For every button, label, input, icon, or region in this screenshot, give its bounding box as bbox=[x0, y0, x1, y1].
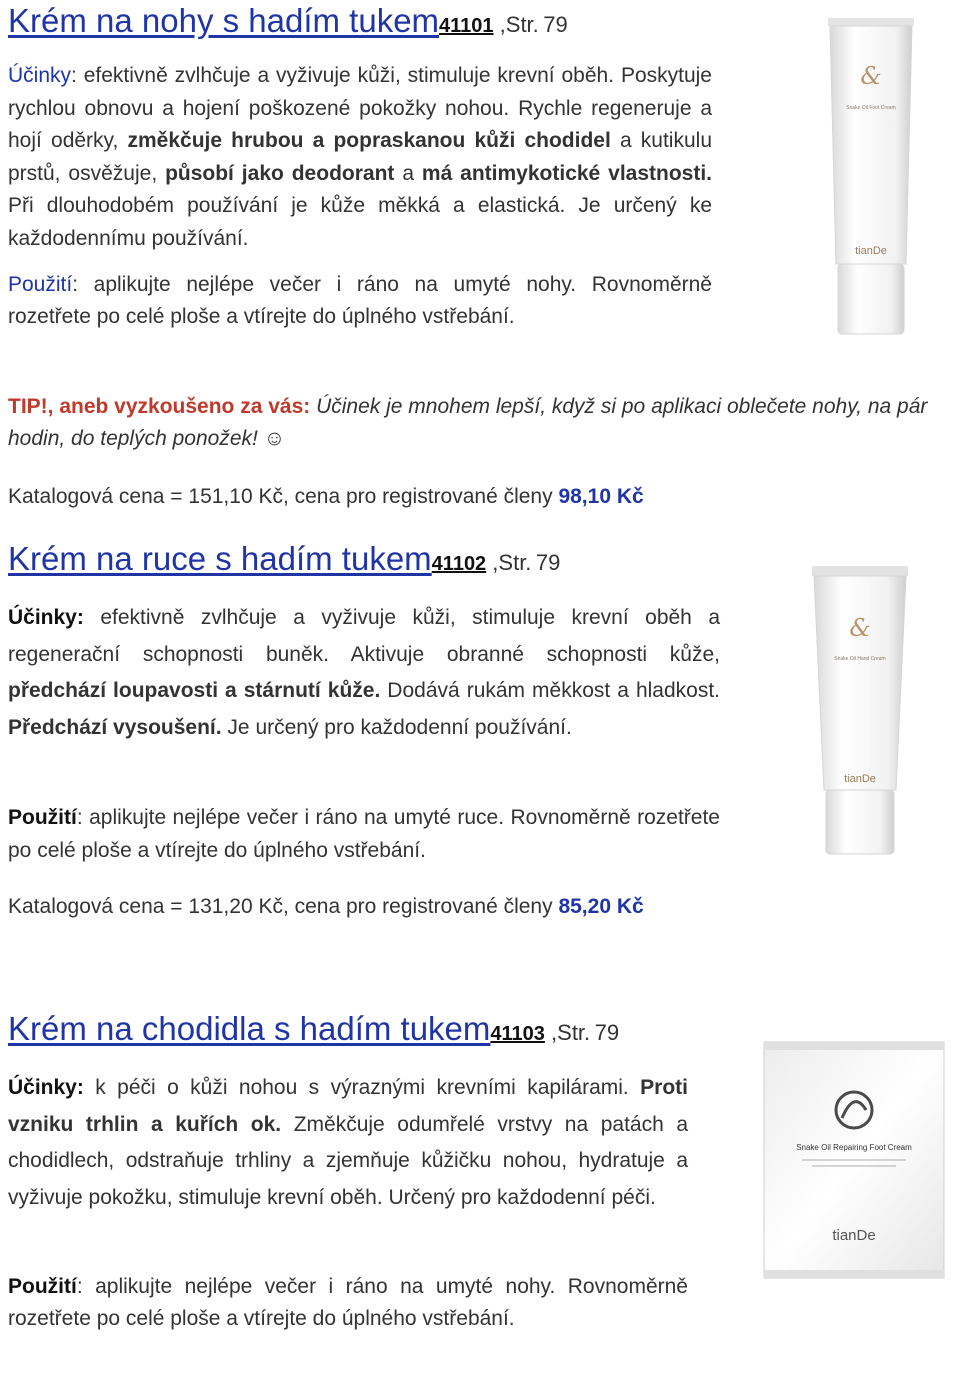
svg-text:tianDe: tianDe bbox=[855, 245, 887, 257]
product-3-title-link[interactable]: Krém na chodidla s hadím tukem bbox=[8, 1010, 491, 1047]
product-1-tip: TIP!, aneb vyzkoušeno za vás: Účinek je mnohem lepší, když si po aplikaci oblečete nohy, na pár hodin, do teplých ponožek! ☺ bbox=[8, 395, 928, 450]
product-3-title bbox=[8, 1010, 619, 1048]
product-1-effects: Účinky: efektivně zvlhčuje a vyživuje kůži, stimuluje krevní oběh. Poskytuje rychlou obnovu a hojení poškozené pokožky nohou. Rychle regeneruje a hojí oděrky, změkčuje hrubou a popraskanou kůži chodidel a kutikulu prstů, osvěžuje, působí jako deodorant a má antimykotické vlastnosti. Při dlouhodobém používání je kůže měkká a elastická. Je určený ke každodennímu používání. bbox=[8, 64, 713, 250]
product-2-usage: Použití: aplikujte nejlépe večer i ráno na umyté ruce. Rovnoměrně rozetřete po celé ploše a vtírejte do úplného vstřebání. bbox=[8, 806, 720, 862]
product-3-code: 41103 bbox=[490, 1023, 545, 1045]
product-3-usage: Použití: aplikujte nejlépe večer i ráno na umyté nohy. Rovnoměrně rozetřete po celé ploše a vtírejte do úplného vstřebání. bbox=[8, 1275, 688, 1330]
product-1-member-price: 98,10 Kč bbox=[558, 485, 644, 508]
product-1-usage: Použití: aplikujte nejlépe večer i ráno na umyté nohy. Rovnoměrně rozetřete po celé ploše a vtírejte do úplného vstřebání. bbox=[8, 273, 712, 328]
product-2-price: Katalogová cena = 131,20 Kč, cena pro registrované členy 85,20 Kč bbox=[8, 895, 644, 918]
product-1-code: 41101 bbox=[439, 15, 494, 37]
product-1-page-sep: ,Str. bbox=[493, 12, 539, 37]
svg-text:Snake Oil Foot Cream: Snake Oil Foot Cream bbox=[846, 105, 896, 111]
product-1-title bbox=[8, 2, 568, 40]
svg-text:tianDe: tianDe bbox=[844, 773, 876, 785]
product-2-title-link[interactable]: Krém na ruce s hadím tukem bbox=[8, 540, 432, 577]
product-1-page-num: 79 bbox=[543, 12, 568, 37]
product-1-title-link[interactable]: Krém na nohy s hadím tukem bbox=[8, 2, 440, 39]
svg-text:tianDe: tianDe bbox=[832, 1227, 876, 1244]
product-2-page-sep: ,Str. bbox=[486, 550, 532, 575]
product-2-code: 41102 bbox=[431, 553, 487, 575]
smiley-icon: ☺ bbox=[263, 427, 286, 450]
product-3-page-sep: ,Str. bbox=[544, 1020, 591, 1045]
svg-text:&: & bbox=[860, 62, 882, 90]
svg-text:Snake Oil Hand Cream: Snake Oil Hand Cream bbox=[834, 656, 886, 662]
svg-text:&: & bbox=[849, 614, 871, 642]
product-2-page-num: 79 bbox=[535, 550, 561, 575]
product-2-member-price: 85,20 Kč bbox=[558, 895, 644, 918]
svg-text:Snake Oil Repairing Foot Cream: Snake Oil Repairing Foot Cream bbox=[796, 1143, 912, 1152]
product-2-effects: Účinky: efektivně zvlhčuje a vyživuje kůži, stimuluje krevní oběh a regenerační schopnosti buněk. Aktivuje obranné schopnosti kůže, předchází loupavosti a stárnutí kůže. Dodává rukám měkkost a hladkost. Předchází vysoušení. Je určený pro každodenní používání. bbox=[8, 606, 720, 739]
product-2-title bbox=[8, 540, 560, 578]
product-1-price: Katalogová cena = 151,10 Kč, cena pro registrované členy 98,10 Kč bbox=[8, 485, 644, 508]
product-3-image bbox=[762, 1040, 946, 1280]
product-1-image bbox=[826, 14, 916, 344]
product-3-effects: Účinky: k péči o kůži nohou s výraznými krevními kapilárami. Proti vzniku trhlin a kuřích ok. Změkčuje odumřelé vrstvy na patách a chodidlech, odstraňuje trhliny a zjemňuje kůžičku nohou, hydratuje a vyživuje pokožku, stimuluje krevní oběh. Určený pro každodenní péči. bbox=[8, 1076, 689, 1209]
product-2-image bbox=[808, 560, 912, 860]
product-3-page-num: 79 bbox=[594, 1020, 620, 1045]
